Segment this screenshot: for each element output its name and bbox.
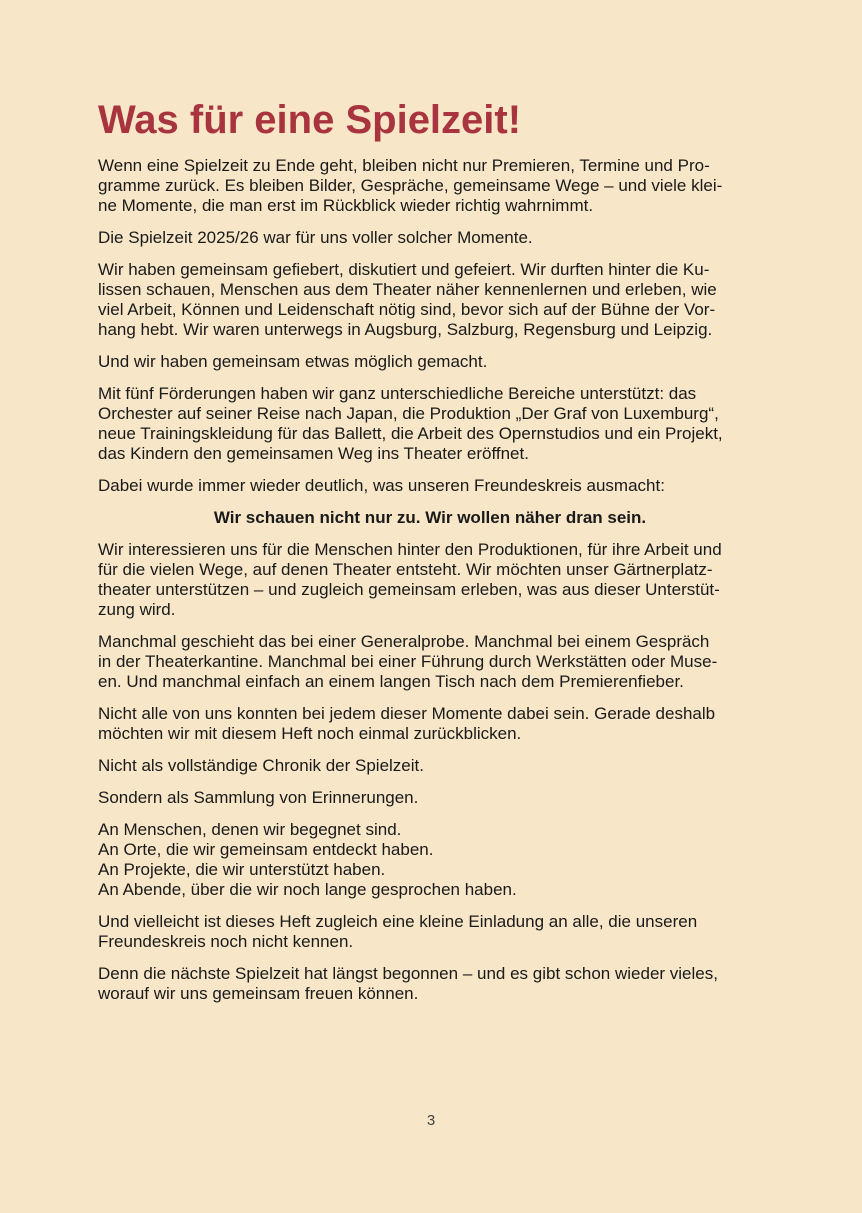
motto-line: Wir schauen nicht nur zu. Wir wollen näher dran sein. <box>213 508 647 527</box>
paragraph-together: Wir haben gemeinsam gefiebert, diskutiert und gefeiert. Wir durften hinter die Ku- lissen schauen, Menschen aus dem Theater näher kennenlernen und erleben, wie viel Arbeit, Können und Leidenschaft nötig sind, bevor sich auf der Bühne der Vor- hang hebt. Wir waren unterwegs in Augsburg, Salzburg, Regensburg und Leipzig. <box>98 260 717 339</box>
paragraph-season: Die Spielzeit 2025/26 war für uns voller solcher Momente. <box>98 228 533 247</box>
page-number: 3 <box>426 1112 436 1129</box>
paragraph-outlook: Denn die nächste Spielzeit hat längst begonnen – und es gibt schon wieder vieles, worauf wir uns gemeinsam freuen können. <box>98 964 718 1003</box>
paragraph-occasions: Manchmal geschieht das bei einer Generalprobe. Manchmal bei einem Gespräch in der Theaterkantine. Manchmal bei einer Führung durch Werkstätten oder Muse- en. Und manchmal einfach an einem langen Tisch nach dem Premierenfieber. <box>98 632 718 691</box>
paragraph-funding: Mit fünf Förderungen haben wir ganz unterschiedliche Bereiche unterstützt: das Orchester auf seiner Reise nach Japan, die Produktion „Der Graf von Luxemburg“, neue Trainingskleidung für das Ballett, die Arbeit des Opernstudios und ein Projekt, das Kindern den gemeinsamen Weg ins Theater eröffnet. <box>98 384 723 463</box>
page-title: Was für eine Spielzeit! <box>98 98 522 142</box>
document-page <box>98 96 762 1016</box>
paragraph-invitation: Und vielleicht ist dieses Heft zugleich eine kleine Einladung an alle, die unseren Freundeskreis noch nicht kennen. <box>98 912 698 951</box>
paragraph-list: An Menschen, denen wir begegnet sind. An Orte, die wir gemeinsam entdeckt haben. An Projekte, die wir unterstützt haben. An Abende, über die wir noch lange gesprochen haben. <box>98 820 517 899</box>
paragraph-memories: Sondern als Sammlung von Erinnerungen. <box>98 788 419 807</box>
paragraph-chronicle: Nicht als vollständige Chronik der Spielzeit. <box>98 756 424 775</box>
paragraph-possible: Und wir haben gemeinsam etwas möglich gemacht. <box>98 352 488 371</box>
paragraph-intro: Wenn eine Spielzeit zu Ende geht, bleiben nicht nur Premieren, Termine und Pro- gramme zurück. Es bleiben Bilder, Gespräche, gemeinsame Wege – und viele klei- ne Momente, die man erst im Rückblick wieder richtig wahrnimmt. <box>98 156 723 215</box>
paragraph-interest: Wir interessieren uns für die Menschen hinter den Produktionen, für ihre Arbeit und für die vielen Wege, auf denen Theater entsteht. Wir möchten unser Gärtnerplatz- theater unterstützen – und zugleich gemeinsam erleben, was aus dieser Unterstüt- zung wird. <box>98 540 722 619</box>
paragraph-circle: Dabei wurde immer wieder deutlich, was unseren Freundeskreis ausmacht: <box>98 476 665 495</box>
paragraph-lookback: Nicht alle von uns konnten bei jedem dieser Momente dabei sein. Gerade deshalb möchten wir mit diesem Heft noch einmal zurückblicken. <box>98 704 716 743</box>
